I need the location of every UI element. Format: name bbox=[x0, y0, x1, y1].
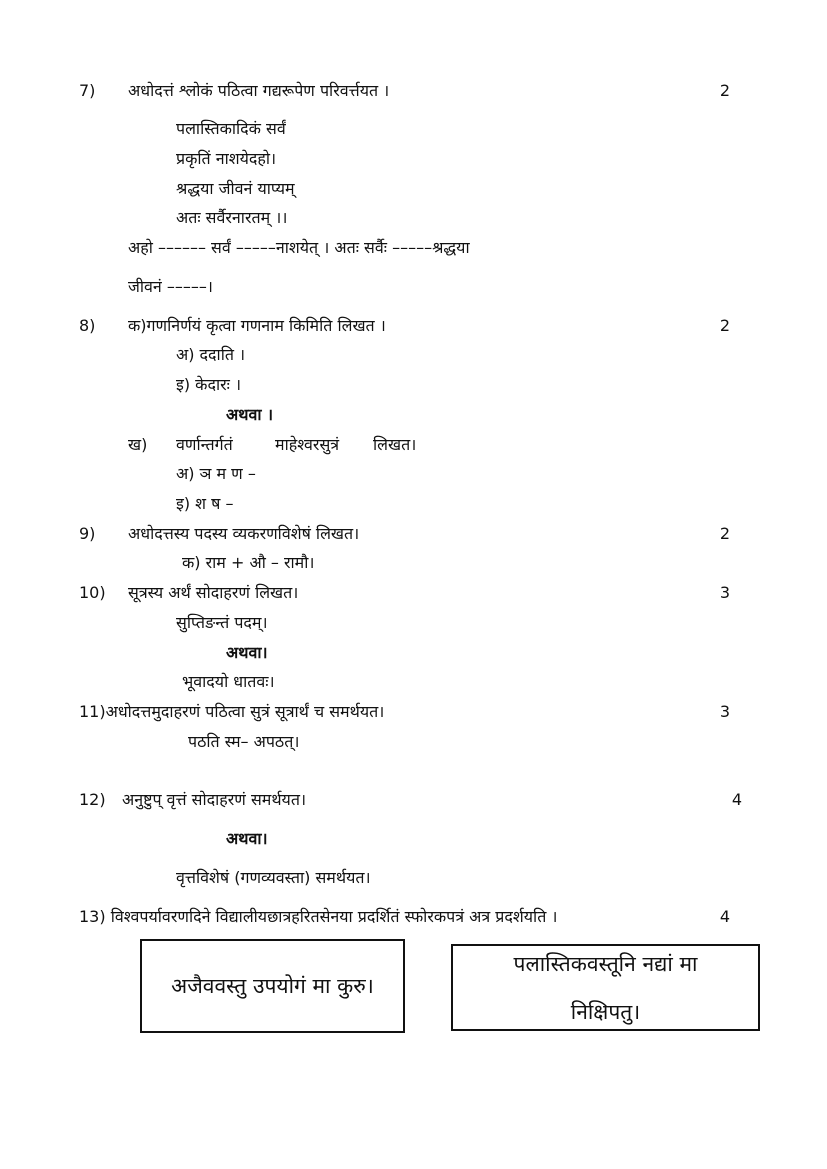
poster-1-text: अजैववस्तु उपयोगं मा कुरु। bbox=[171, 974, 374, 998]
q8-part-a-item: इ) केदारः । bbox=[176, 375, 242, 394]
q8-part-b-item: इ) श ष – bbox=[176, 494, 234, 513]
q9-number: 9) bbox=[79, 524, 96, 543]
q7-verse-line: श्रद्धया जीवनं याप्यम् bbox=[176, 179, 295, 198]
q10-marks: 3 bbox=[719, 583, 730, 602]
q7-fill-blank-line: अहो –––––– सर्वं –––––नाशयेत् । अतः सर्वैः –––––श्रद्धया bbox=[128, 238, 470, 257]
poster-2-line: पलास्तिकवस्तूनि नद्यां मा bbox=[513, 951, 698, 976]
q9-marks: 2 bbox=[719, 524, 730, 543]
q12-marks: 4 bbox=[731, 790, 742, 809]
q10-or-label: अथवा। bbox=[226, 643, 268, 662]
q9-question: अधोदत्तस्य पदस्य व्यकरणविशेषं लिखत। bbox=[128, 524, 360, 543]
q12-or-label: अथवा। bbox=[226, 829, 268, 848]
q8-part-b-item: अ) ञ म ण – bbox=[176, 464, 256, 483]
q8-or-label: अथवा । bbox=[226, 405, 274, 424]
q7-verse-line: अतः सर्वैरनारतम् ।। bbox=[176, 208, 288, 227]
q11-marks: 3 bbox=[719, 702, 730, 721]
q8-part-b-word: माहेश्वरसुत्रं bbox=[275, 435, 340, 454]
q13-question: 13) विश्वपर्यावरणदिने विद्यालीयछात्रहरितसेनया प्रदर्शितं स्फोरकपत्रं अत्र प्रदर्शयति । bbox=[79, 907, 558, 926]
q13-marks: 4 bbox=[719, 907, 730, 926]
q10-item: भूवादयो धातवः। bbox=[182, 672, 275, 691]
q8-part-b-word: लिखत। bbox=[373, 435, 417, 454]
q11-question: 11)अधोदत्तमुदाहरणं पठित्वा सुत्रं सूत्रार्थं च समर्थयत। bbox=[79, 702, 385, 721]
q12-number: 12) bbox=[79, 790, 106, 809]
q7-number: 7) bbox=[79, 81, 96, 100]
q8-part-a-item: अ) ददाति । bbox=[176, 345, 246, 364]
q11-item: पठति स्म– अपठत्। bbox=[188, 732, 300, 751]
poster-2-line: निक्षिपतु। bbox=[570, 999, 641, 1024]
q9-item: क) राम + औ – रामौ। bbox=[182, 553, 315, 572]
q7-fill-blank-line: जीवनं –––––। bbox=[128, 277, 213, 296]
q8-number: 8) bbox=[79, 316, 96, 335]
q8-part-b-word: वर्णान्तर्गतं bbox=[176, 435, 233, 454]
q10-number: 10) bbox=[79, 583, 106, 602]
q7-marks: 2 bbox=[719, 81, 730, 100]
q8-marks: 2 bbox=[719, 316, 730, 335]
poster-box-1 bbox=[140, 939, 405, 1033]
q12-item: वृत्तविशेषं (गणव्यवस्ता) समर्थयत। bbox=[176, 868, 371, 887]
q7-verse-line: पलास्तिकादिकं सर्वं bbox=[176, 119, 286, 138]
q8-part-a-question: क)गणनिर्णयं कृत्वा गणनाम किमिति लिखत । bbox=[128, 316, 386, 335]
q12-question: अनुष्टुप् वृत्तं सोदाहरणं समर्थयत। bbox=[122, 790, 307, 809]
q10-question: सूत्रस्य अर्थं सोदाहरणं लिखत। bbox=[128, 583, 299, 602]
q10-item: सुप्तिङन्तं पदम्। bbox=[176, 613, 268, 632]
poster-box-2 bbox=[451, 944, 760, 1031]
q7-question: अधोदत्तं श्लोकं पठित्वा गद्यरूपेण परिवर्त्तयत । bbox=[128, 81, 390, 100]
q8-part-b-label: ख) bbox=[128, 435, 148, 454]
q7-verse-line: प्रकृतिं नाशयेदहो। bbox=[176, 149, 277, 168]
